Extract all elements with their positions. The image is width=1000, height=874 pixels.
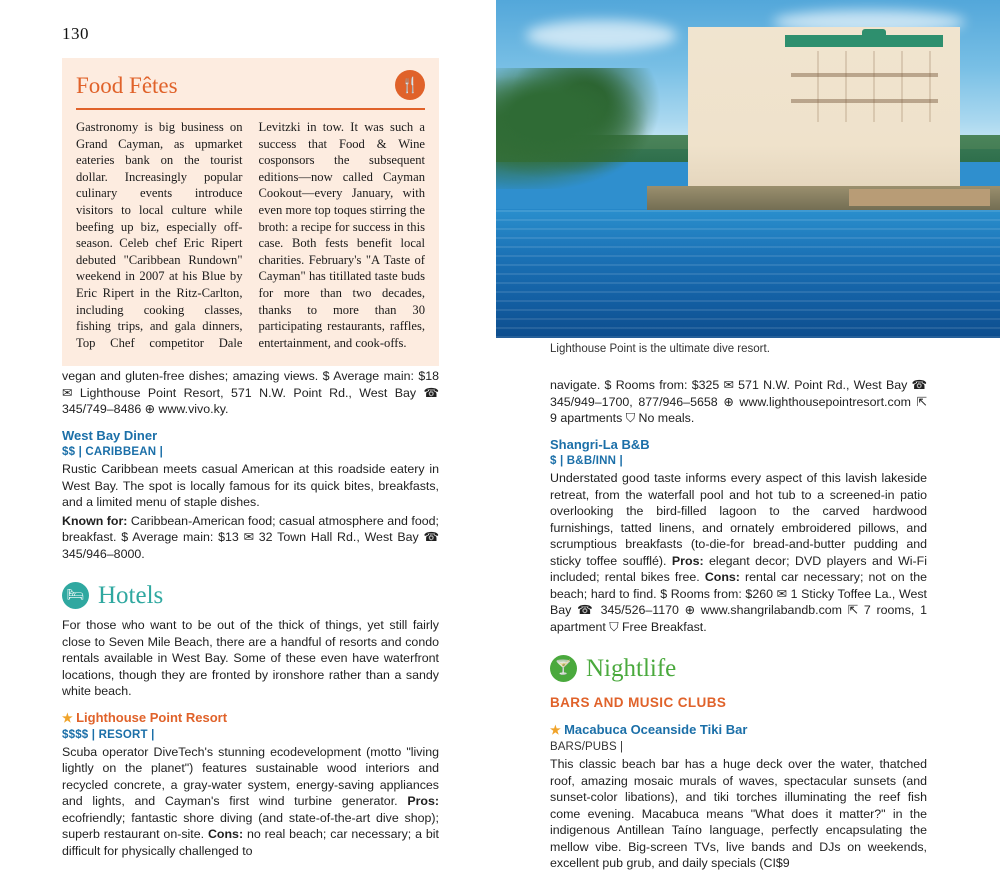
listing-macabuca-desc: This classic beach bar has a huge deck over the water, thatched roof, amazing mosaic murals of waves, spectacular sunsets (and sunset-color libations), and tiki torches illuminating the reef fish come evening. Macabuca means "What does it matter?" in the indigenous Antillean Taíno language, perfectly encapsulating the mellow vibe. Big-screen TVs, live bands and DJs on weekends, excellent pub grub, and daily specials (CI$9 bbox=[550, 757, 927, 871]
listing-west-bay-diner-known bbox=[62, 513, 439, 563]
photo-caption: Lighthouse Point is the ultimate dive resort. bbox=[550, 343, 770, 355]
fork-knife-icon: 🍴 bbox=[395, 70, 425, 100]
resort-balconies bbox=[791, 51, 938, 122]
hotels-intro: For those who want to be out of the thick of things, yet still fairly close to Seven Mile Beach, there are a handful of resorts and condo rentals available in West Bay. Some of these even have waterfront locations, though they are fronted by ironshore rather than a sandy white beach. bbox=[62, 618, 439, 699]
cocktail-icon: 🍸 bbox=[550, 655, 577, 682]
listing-lighthouse-point-resort-meta bbox=[62, 728, 439, 743]
price-category: $$$$ | RESORT | bbox=[62, 728, 155, 741]
food-fetes-body bbox=[76, 119, 425, 352]
price-category: $$ | CARIBBEAN | bbox=[62, 445, 164, 458]
nightlife-section-header bbox=[550, 655, 927, 682]
photo-canvas bbox=[496, 0, 1000, 338]
bars-and-music-clubs-subheading: BARS AND MUSIC CLUBS bbox=[550, 695, 727, 711]
known-for-text: Caribbean-American food; casual atmosphere and food; breakfast. $ Average main: $13 ✉ 32 Town Hall Rd., West Bay ☎ 345/946–8000. bbox=[62, 513, 439, 561]
food-fetes-header bbox=[76, 70, 425, 110]
listing-macabuca-meta bbox=[550, 740, 927, 755]
hotels-section-header bbox=[62, 582, 439, 609]
vivo-listing-continued: vegan and gluten-free dishes; amazing views. $ Average main: $18 ✉ Lighthouse Point Resort, 571 N.W. Point Rd., West Bay ☎ 345/749–8486 ⊕ www.vivo.ky. bbox=[62, 369, 439, 416]
price-category: $ | B&B/INN | bbox=[550, 454, 623, 467]
desc-text: Understated good taste informs every aspect of this lavish lakeside retreat, from the waterfall pool and hot tub to a screened-in patio overlooking the bird-filled lagoon to the carved hardwood furnishings, tatted linens, and ornately embroidered pillows, and scrumptious breakfasts (to-die-for bread-and-butter pudding and sticky toffee soufflé). bbox=[550, 471, 927, 568]
desc-text: Scuba operator DiveTech's stunning ecodevelopment (motto "living lightly on the planet") features sustainable wood interiors and recycled concrete, a gray-water system, energy-saving appliances and lights, and Cayman's first wind turbine generator. bbox=[62, 744, 439, 809]
resort-cupola bbox=[862, 29, 886, 39]
listing-shangri-la-desc bbox=[550, 470, 927, 635]
hotels-section-title: Hotels bbox=[98, 582, 164, 610]
left-text-column bbox=[62, 368, 439, 861]
listing-west-bay-diner-desc: Rustic Caribbean meets casual American at this roadside eatery in West Bay. The spot is locally famous for its quick bites, breakfasts, and a limited menu of staple dishes. bbox=[62, 462, 439, 510]
pros-label: Pros: bbox=[407, 794, 440, 809]
ocean bbox=[496, 210, 1000, 338]
cons-label: Cons: bbox=[704, 570, 740, 585]
listing-lighthouse-point-resort-name[interactable]: ★ Lighthouse Point Resort bbox=[62, 709, 439, 727]
category: BARS/PUBS | bbox=[550, 740, 624, 753]
known-for-label: Known for: bbox=[62, 513, 128, 528]
listing-west-bay-diner-name[interactable]: West Bay Diner bbox=[62, 427, 158, 443]
listing-shangri-la-name[interactable]: Shangri-La B&B bbox=[550, 436, 650, 452]
resort-building bbox=[688, 27, 960, 196]
cons-text: no real beach; car necessary; a bit difficult for physically challenged to bbox=[62, 827, 439, 858]
lighthouse-point-continued: navigate. $ Rooms from: $325 ✉ 571 N.W. Point Rd., West Bay ☎ 345/949–1700, 877/946–5658 ⊕ www.lighthousepointresort.com ⇱ 9 apartments ⛉ No meals. bbox=[550, 378, 927, 425]
food-fetes-sidebar bbox=[62, 58, 439, 366]
right-text-column bbox=[550, 377, 927, 874]
listing-lighthouse-point-resort-desc bbox=[62, 744, 439, 860]
nightlife-section-title: Nightlife bbox=[586, 655, 677, 683]
listing-west-bay-diner-meta bbox=[62, 445, 439, 460]
listing-macabuca-name[interactable]: ★ Macabuca Oceanside Tiki Bar bbox=[550, 721, 927, 739]
bed-icon: 🛏 bbox=[62, 582, 89, 609]
lighthouse-point-resort-photo bbox=[496, 0, 1000, 338]
listing-shangri-la-meta bbox=[550, 454, 927, 469]
palm-trees bbox=[496, 68, 667, 190]
cloud bbox=[526, 20, 677, 50]
pros-label: Pros: bbox=[671, 553, 704, 568]
pros-text: ecofriendly; fantastic shore diving (and state-of-the-art dive shop); superb restaurant on-site. bbox=[62, 810, 439, 842]
page-number: 130 bbox=[62, 24, 89, 43]
food-fetes-title: Food Fêtes bbox=[76, 72, 178, 98]
food-fetes-text: Gastronomy is big business on Grand Cayman, as upmarket eateries bank on the tourist dollar. Increasingly popular culinary events introduce visitors to local culture while beefing up biz, especially off-season. Celeb chef Eric Ripert debuted "Caribbean Rundown" weekend in 2007 at his Blue by Eric Ripert in the Ritz-Carlton, including cooking classes, fishing trips, and gala dinners, Top Chef competitor Dale Levitzki in tow. It was such a success that Food & Wine cosponsors the subsequent editions—now called Cayman Cookout—every January, with even more top toques stirring the broth: a recipe for success in this case. Both fests benefit local charities. February's "A Taste of Cayman" has titillated taste buds for more than two decades, thanks to more than 30 participating restaurants, raffles, entertainment, and cook-offs. bbox=[76, 120, 425, 350]
cons-text: rental car necessary; not on the beach; hard to find. $ Rooms from: $260 ✉ 1 Sticky Toffee La., West Bay ☎ 345/526–1170 ⊕ www.shangrilabandb.com ⇱ 7 rooms, 1 apartment ⛉ Free Breakfast. bbox=[550, 570, 927, 634]
cons-label: Cons: bbox=[207, 827, 244, 842]
pros-text: elegant decor; DVD players and Wi-Fi included; rental bikes free. bbox=[550, 553, 927, 585]
pier bbox=[849, 189, 990, 206]
